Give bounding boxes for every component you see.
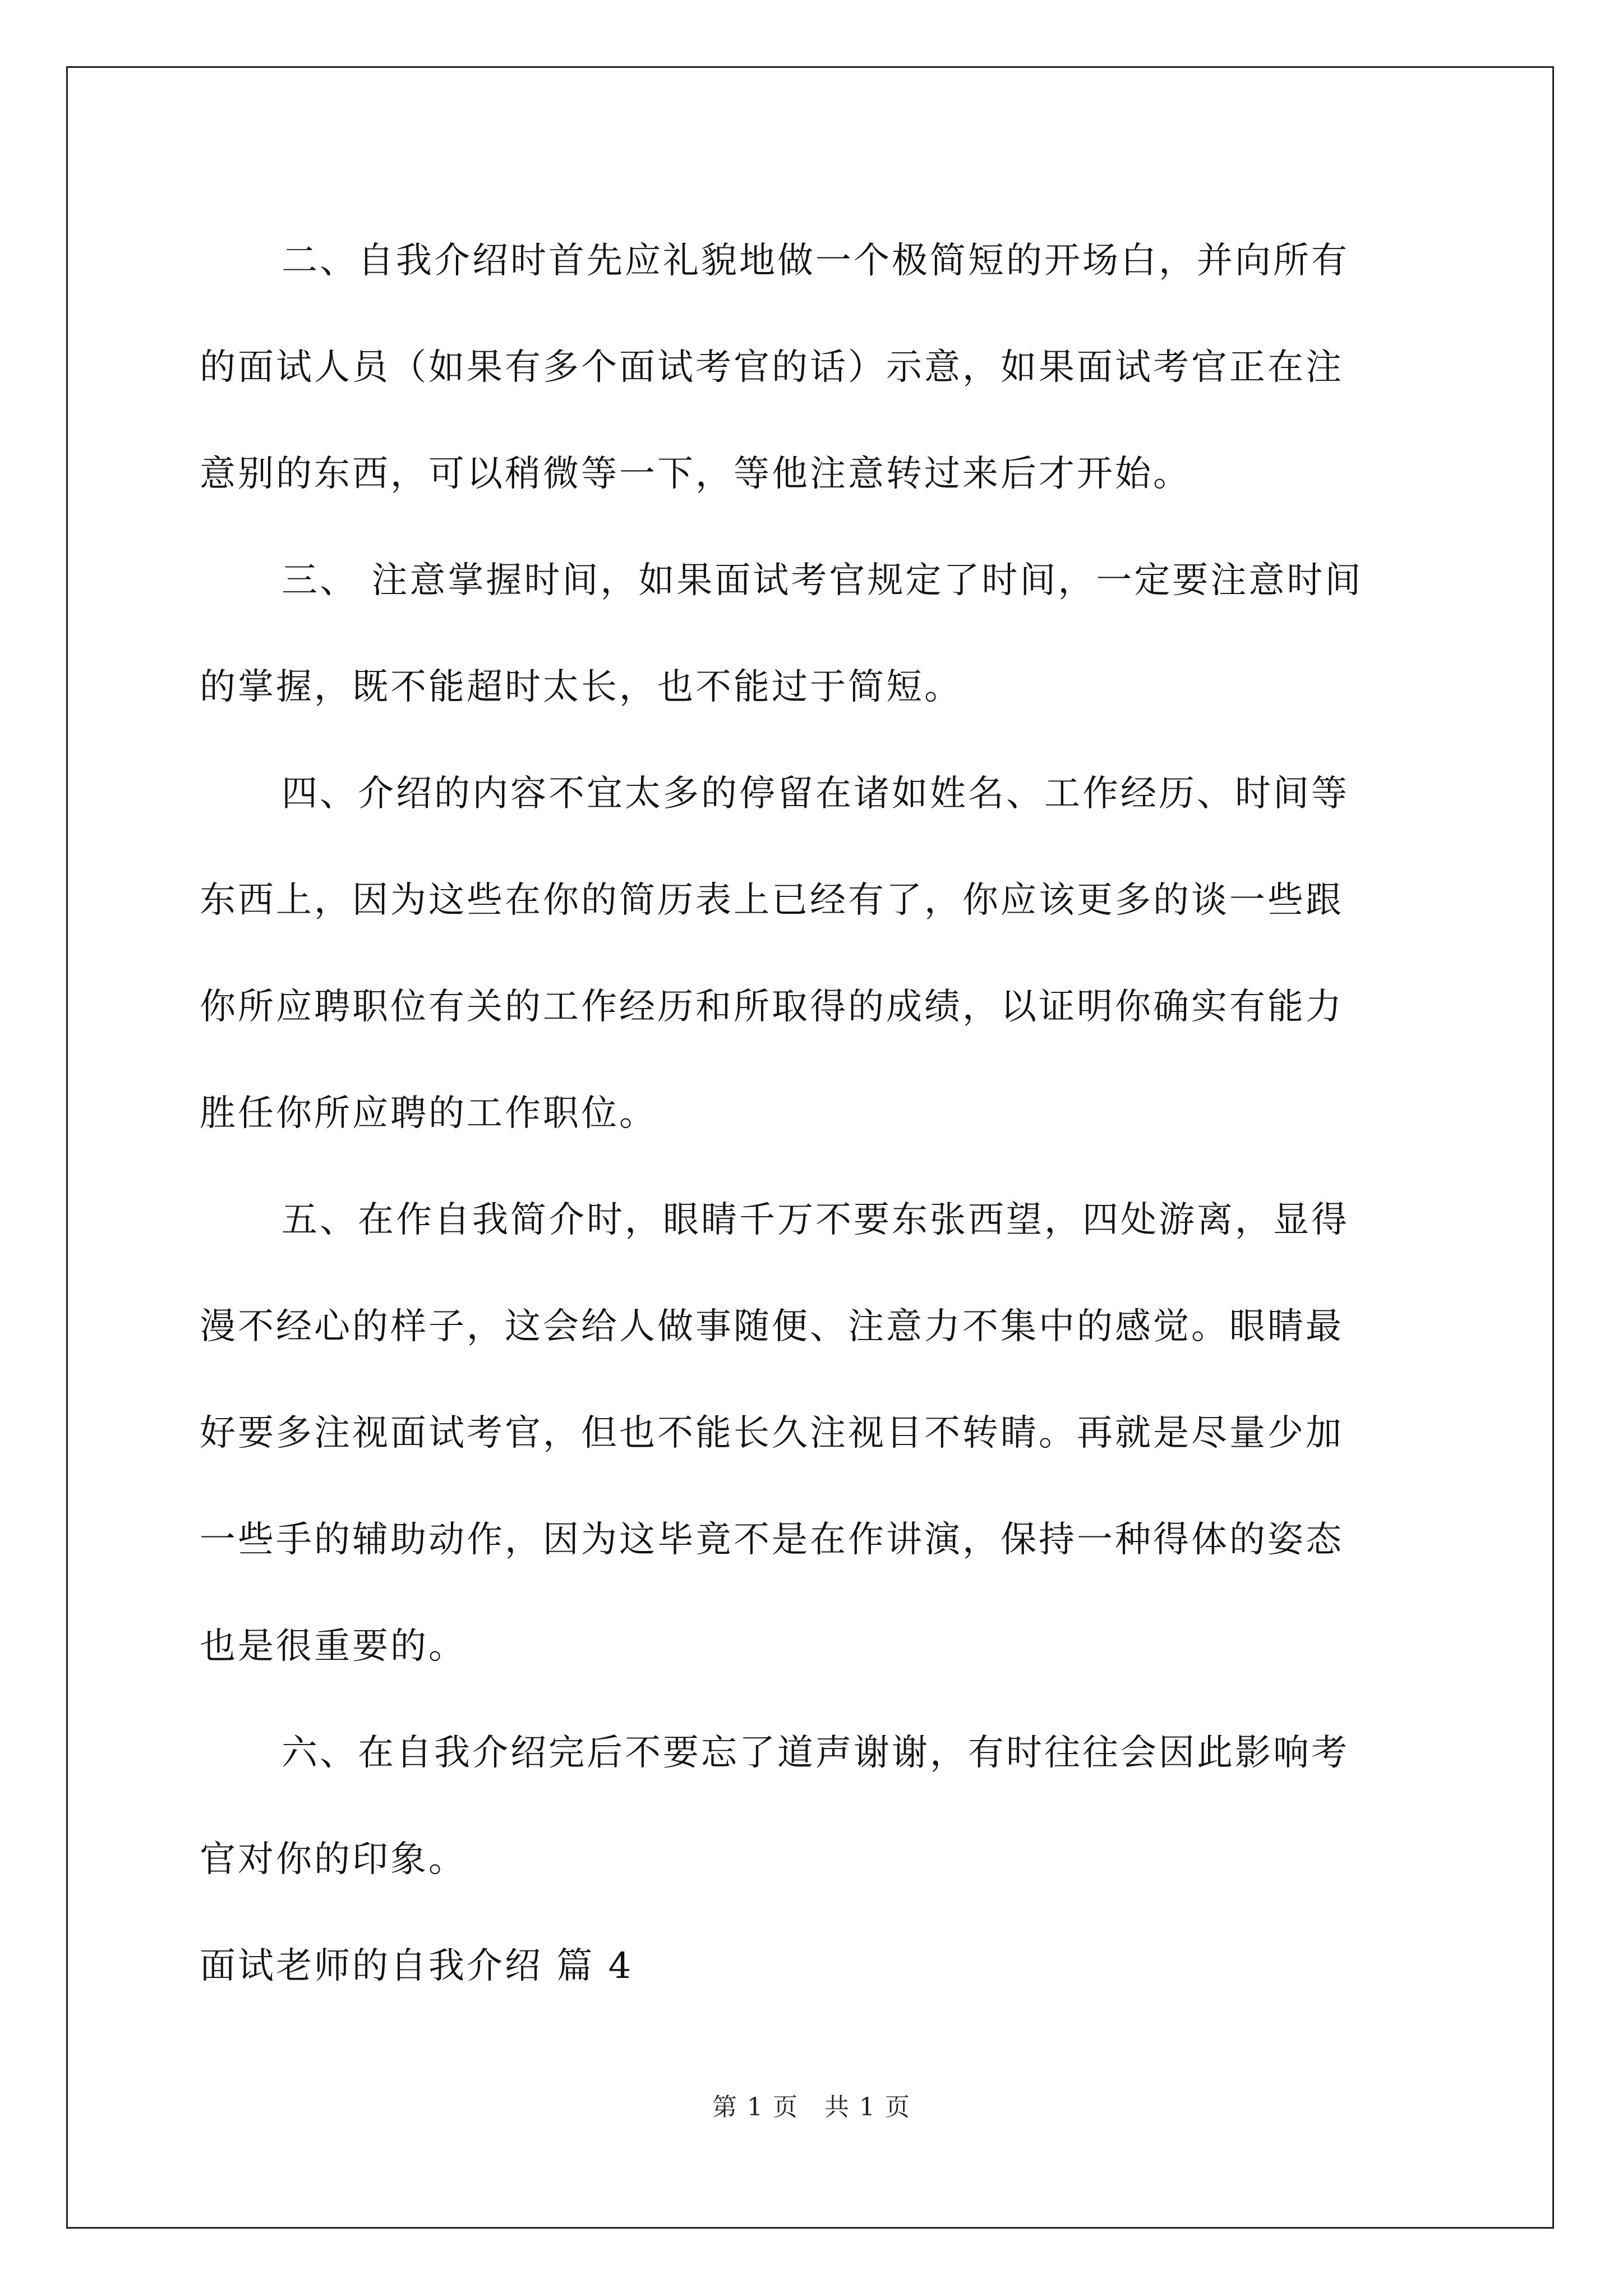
text-line: 也是很重要的。 [200, 1626, 467, 1667]
document-body [200, 208, 1433, 2019]
text-line: 四、介绍的内容不宜太多的停留在诸如姓名、工作经历、时间等 [282, 773, 1349, 815]
paragraph-4 [200, 740, 1433, 1167]
text-line: 东西上，因为这些在你的简历表上已经有了，你应该更多的谈一些跟 [200, 880, 1344, 921]
text-line: 胜任你所应聘的工作职位。 [200, 1093, 657, 1134]
paragraph-3 [200, 527, 1433, 740]
text-line: 你所应聘职位有关的工作经历和所取得的成绩，以证明你确实有能力 [200, 986, 1344, 1028]
text-line: 漫不经心的样子，这会给人做事随便、注意力不集中的感觉。眼睛最 [200, 1306, 1344, 1347]
text-line: 的掌握，既不能超时太长，也不能过于简短。 [200, 666, 962, 708]
page-footer: 第 1 页 共 1 页 [712, 2093, 911, 2122]
text-line: 二、自我介绍时首先应礼貌地做一个极简短的开场白，并向所有 [282, 240, 1349, 282]
section-heading: 面试老师的自我介绍 篇 4 [200, 1945, 634, 1987]
text-line: 意别的东西，可以稍微等一下，等他注意转过来后才开始。 [200, 453, 1191, 495]
text-line: 六、在自我介绍完后不要忘了道声谢谢，有时往往会因此影响考 [282, 1732, 1349, 1774]
text-line: 一些手的辅助动作，因为这毕竟不是在作讲演，保持一种得体的姿态 [200, 1519, 1344, 1561]
paragraph-5 [200, 1167, 1433, 1700]
paragraph-6 [200, 1700, 1433, 1913]
text-line: 五、在作自我简介时，眼睛千万不要东张西望，四处游离，显得 [282, 1199, 1349, 1241]
text-line: 的面试人员（如果有多个面试考官的话）示意，如果面试考官正在注 [200, 347, 1344, 388]
text-line: 好要多注视面试考官，但也不能长久注视目不转睛。再就是尽量少加 [200, 1412, 1344, 1454]
text-line: 三、 注意掌握时间，如果面试考官规定了时间，一定要注意时间 [282, 560, 1363, 601]
paragraph-2 [200, 208, 1433, 527]
text-line: 官对你的印象。 [200, 1839, 467, 1880]
